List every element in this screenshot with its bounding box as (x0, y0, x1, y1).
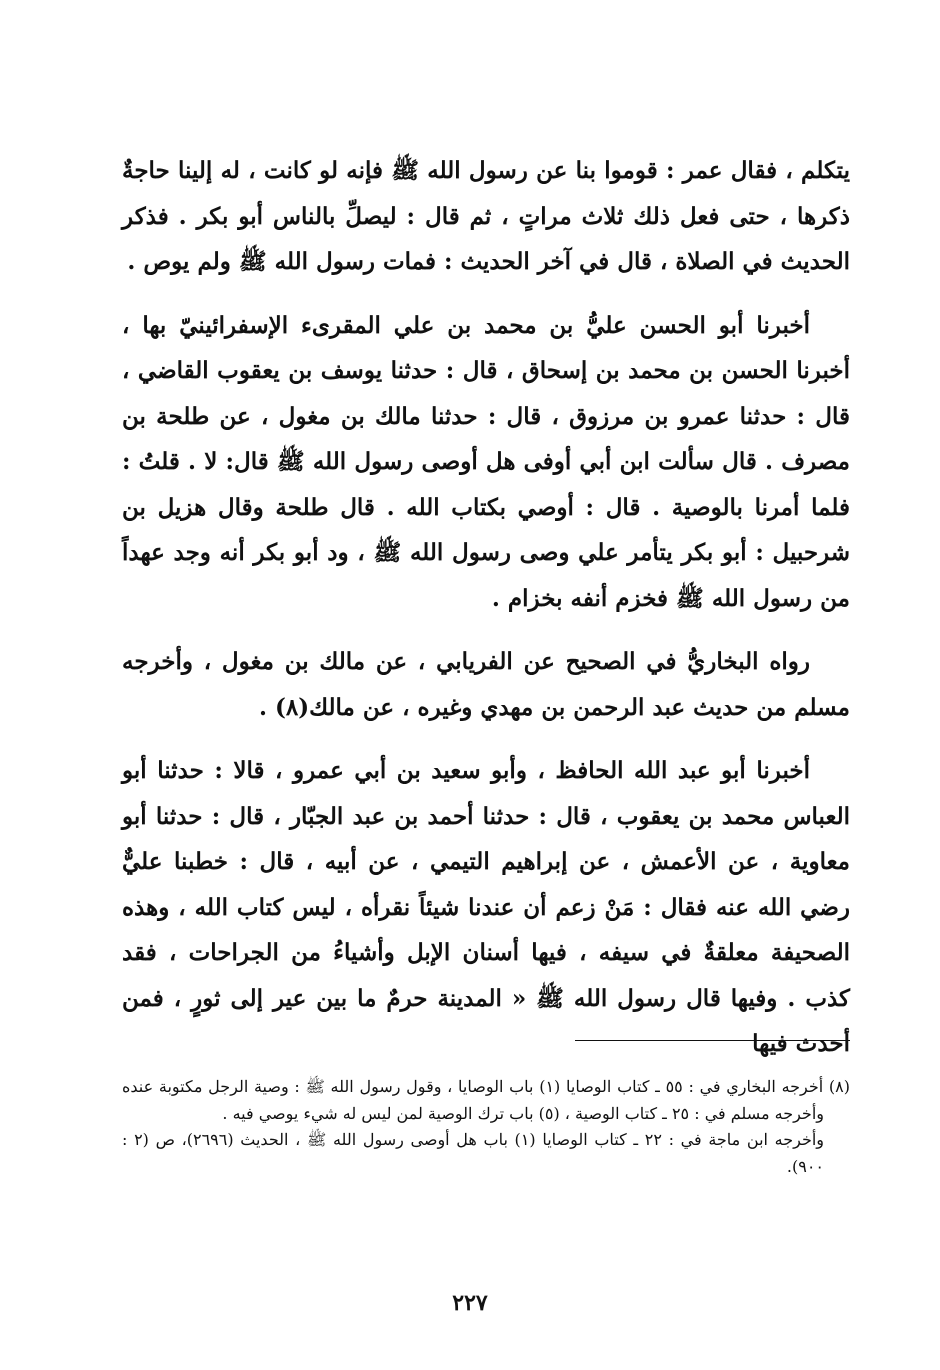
paragraph-1: يتكلم ، فقال عمر : قوموا بنا عن رسول الله ﷺ فإنه لو كانت ، له إلينا حاجةٌ ذكرها ، حتى فعل ذلك ثلاث مراتٍ ، ثم قال : ليصلِّ بالناس أبو بكر . فذكر الحديث في الصلاة ، قال في آخر الحديث : فمات رسول الله ﷺ ولم يوص . (122, 157, 850, 275)
paragraph-3: رواه البخاريُّ في الصحيح عن الفريابي ، عن مالك بن مغول ، وأخرجه مسلم من حديث عبد الرحمن بن مهدي وغيره ، عن مالك(٨) . (122, 648, 850, 721)
footnotes (122, 1074, 850, 1180)
paragraph-4: أخبرنا أبو عبد الله الحافظ ، وأبو سعيد بن أبي عمرو ، قالا : حدثنا أبو العباس محمد بن يعقوب ، قال : حدثنا أحمد بن عبد الجبّار ، قال : حدثنا أبو معاوية ، عن الأعمش ، عن إبراهيم التيمي ، عن أبيه ، قال : خطبنا عليٌّ رضي الله عنه فقال : مَنْ زعم أن عندنا شيئاً نقرأه ، ليس كتاب الله ، وهذه الصحيفة معلقةٌ في سيفه ، فيها أسنان الإبل وأشياءُ من الجراحات ، فقد كذب . وفيها قال رسول الله ﷺ « المدينة حرمٌ ما بين عير إلى ثورٍ ، فمن أحدث فيها (122, 757, 850, 1057)
footnote-8-continued: وأخرجه ابن ماجة في : ٢٢ ـ كتاب الوصايا (١) باب هل أوصى رسول الله ﷺ ، الحديث (٢٦٩٦)، ص (٢ : ٩٠٠). (122, 1130, 825, 1176)
main-text (122, 148, 850, 1085)
footnote-separator (575, 1040, 850, 1041)
page-number: ٢٢٧ (452, 1290, 488, 1316)
paragraph-2: أخبرنا أبو الحسن عليُّ بن محمد بن علي المقرىء الإسفرائينيّ بها ، أخبرنا الحسن بن محمد بن إسحاق ، قال : حدثنا يوسف بن يعقوب القاضي ، قال : حدثنا عمرو بن مرزوق ، قال : حدثنا مالك بن مغول ، عن طلحة بن مصرف . قال سألت ابن أبي أوفى هل أوصى رسول الله ﷺ قال: لا . قلتُ : فلما أمرنا بالوصية . قال : أوصي بكتاب الله . قال طلحة وقال هزيل بن شرحبيل : أبو بكر يتأمر علي وصى رسول الله ﷺ ، ود أبو بكر أنه وجد عهداً من رسول الله ﷺ فخزم أنفه بخزام . (122, 311, 850, 612)
footnote-8: (٨) أخرجه البخاري في : ٥٥ ـ كتاب الوصايا (١) باب الوصايا ، وقول رسول الله ﷺ : وصية الرجل مكتوبة عنده وأخرجه مسلم في : ٢٥ ـ كتاب الوصية ، (٥) باب ترك الوصية لمن ليس له شيء يوصي فيه . (122, 1077, 851, 1123)
